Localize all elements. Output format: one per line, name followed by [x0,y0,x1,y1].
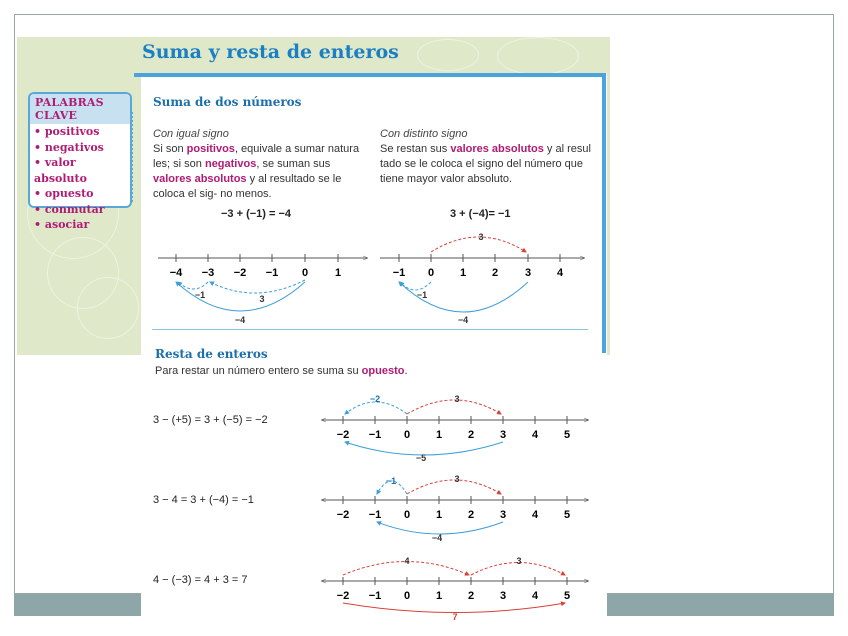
tick-label: 4 [531,429,539,441]
keyword-item: • negativos [34,140,104,154]
arc-label: 3 [454,394,460,404]
number-line-sub-3 [322,556,588,622]
tick-label: −1 [265,267,279,279]
tick-label: −2 [336,429,350,441]
tick-label: −2 [336,590,350,602]
keyword-item: • conmutar [34,202,105,216]
tick-label: 5 [563,509,571,521]
tick-label: 1 [334,267,342,279]
tick-label: 3 [499,429,507,441]
tick-label: 2 [467,590,475,602]
keyword-item: • valor absoluto [34,156,87,185]
tick-label: −2 [233,267,247,279]
equation-sub-2: 3 − 4 = 3 + (−4) = −1 [153,494,254,506]
keyword-item: • positivos [34,125,100,138]
arc-label: −4 [234,315,246,325]
tick-label: 0 [403,509,411,521]
subheading-same-sign: Con igual signo [153,128,229,140]
keywords-heading: PALABRAS CLAVE [30,94,130,124]
section-heading-subtraction: Resta de enteros [155,347,268,361]
tick-label: 1 [459,267,467,279]
tick-label: 0 [301,267,309,279]
section-heading-sum: Suma de dos números [153,95,302,109]
tick-label: 2 [467,509,475,521]
tick-label: −1 [368,509,382,521]
arc-label: 3 [259,294,265,304]
arc-label: −5 [415,453,427,463]
keyword-item: • opuesto [34,187,94,200]
keyword-item: • asociar [34,218,90,231]
arc-label: −1 [194,290,206,300]
tick-label: 4 [531,509,539,521]
arc-label: 3 [478,232,484,242]
equation-sub-1: 3 − (+5) = 3 + (−5) = −2 [153,414,268,426]
tick-label: 1 [435,509,443,521]
arc-label: −4 [431,533,443,543]
section-divider [152,329,588,330]
arc-label: −1 [385,476,397,486]
arc-label: −4 [457,315,469,325]
tick-label: 4 [531,590,539,602]
tick-label: 2 [491,267,499,279]
tick-label: 4 [556,267,564,279]
arc-label: −2 [369,394,381,404]
arc-label: 7 [452,612,458,622]
tick-label: −2 [336,509,350,521]
tick-label: −3 [201,267,215,279]
arc-label: 4 [404,556,410,566]
tick-label: 3 [524,267,532,279]
tick-label: −4 [169,267,183,279]
arc-label: 3 [454,474,460,484]
tick-label: 3 [499,590,507,602]
tick-label: −1 [368,429,382,441]
tick-label: 5 [563,429,571,441]
number-line-sub-1 [322,394,588,463]
number-line-sub-2 [322,474,588,543]
tick-label: −1 [368,590,382,602]
tick-label: −1 [392,267,406,279]
subheading-diff-sign: Con distinto signo [380,128,468,140]
tick-label: 3 [499,509,507,521]
tick-label: 0 [403,429,411,441]
arc-label: −1 [416,290,428,300]
tick-label: 5 [563,590,571,602]
tick-label: 1 [435,590,443,602]
page-title: Suma y resta de enteros [142,41,399,63]
paragraph-subtraction: Para restar un número entero se suma su opuesto. [155,365,408,377]
number-line-diff-sign [380,232,584,325]
equation-diff-sign: 3 + (−4)= −1 [450,208,511,220]
number-line-same-sign [158,254,367,325]
tick-label: 1 [435,429,443,441]
paragraph-same-sign: Si son positivos, equivale a sumar natura les; si son negativos, se suman sus valores absolutos y al resultado se le coloca el sig- no menos. [153,143,360,200]
tick-label: 0 [427,267,435,279]
equation-sub-3: 4 − (−3) = 4 + 3 = 7 [153,574,248,586]
tick-label: 0 [403,590,411,602]
paragraph-diff-sign: Se restan sus valores absolutos y al resul tado se le coloca el signo del número que tiene mayor valor absoluto. [380,143,591,185]
tick-label: 2 [467,429,475,441]
arc-label: 3 [516,556,522,566]
equation-same-sign: −3 + (−1) = −4 [221,208,292,220]
